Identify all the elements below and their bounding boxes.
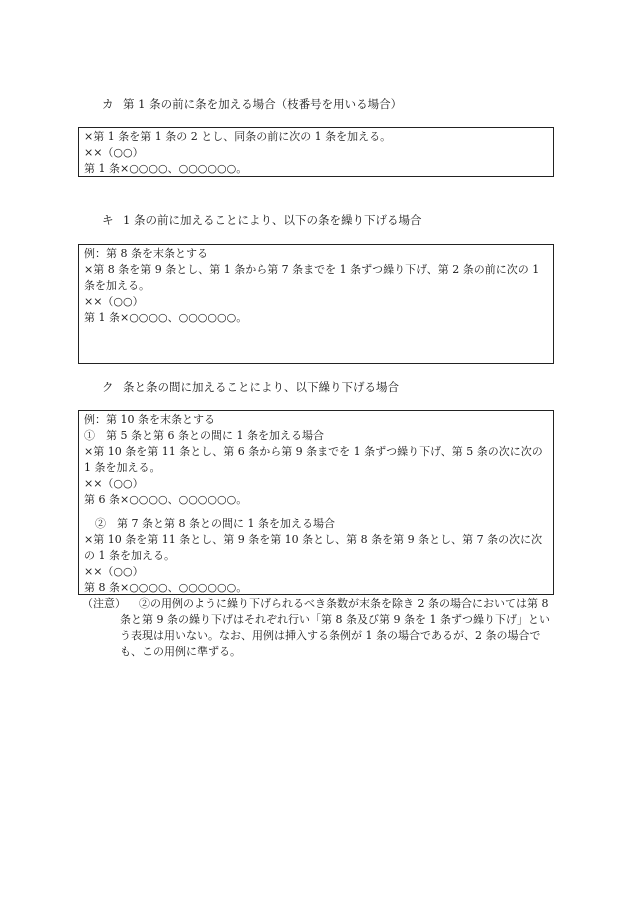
example-line: 第 8 条×○○○○、○○○○○○。	[84, 581, 248, 594]
example-line: ××（○○）	[84, 565, 144, 578]
example-line: ① 第 5 条と第 6 条との間に 1 条を加える場合	[84, 429, 324, 442]
example-line: ××（○○）	[84, 477, 144, 490]
section-ka-title: 第 1 条の前に条を加える場合（枝番号を用いる場合）	[123, 97, 403, 111]
section-ka-example-box	[78, 127, 554, 177]
example-line: ×第 10 条を第 11 条とし、第 6 条から第 9 条までを 1 条ずつ繰り下げ、第 5 条の次に次の 1 条を加える。	[84, 445, 547, 474]
example-line: 例：第 10 条を末条とする	[84, 413, 215, 426]
example-line: ××（○○）	[84, 295, 144, 308]
example-line: 第 1 条×○○○○、○○○○○○。	[84, 311, 248, 324]
example-line: ×第 1 条を第 1 条の 2 とし、同条の前に次の 1 条を加える。	[84, 130, 392, 143]
note-label: （注意）	[82, 597, 126, 610]
section-ka-mark: カ	[102, 97, 114, 111]
section-ki-mark: キ	[102, 213, 114, 227]
note-body	[120, 596, 560, 660]
section-ka-heading	[102, 96, 402, 112]
section-ki-heading	[102, 212, 421, 228]
example-line: 例：第 8 条を末条とする	[84, 247, 208, 260]
note-text: ②の用例のように繰り下げられるべき条数が末条を除き 2 条の場合においては第 8 条と第 9 条の繰り下げはそれぞれ行い「第 8 条及び第 9 条を 1 条ずつ繰り下げ」という表現は用いない。なお、用例は挿入する条例が 1 条の場合であるが、2 条の場合でも、この用例に準ずる。	[120, 597, 550, 658]
spacer	[84, 508, 549, 516]
example-line: ××（○○）	[84, 146, 144, 159]
example-line: ② 第 7 条と第 8 条との間に 1 条を加える場合	[84, 517, 335, 530]
example-line: 第 6 条×○○○○、○○○○○○。	[84, 493, 248, 506]
example-line: ×第 10 条を第 11 条とし、第 9 条を第 10 条とし、第 8 条を第 9 条とし、第 7 条の次に次の 1 条を加える。	[84, 533, 543, 562]
section-ku-heading	[102, 379, 399, 395]
section-ku-example-box	[78, 410, 554, 595]
section-ku-title: 条と条の間に加えることにより、以下繰り下げる場合	[123, 380, 399, 394]
note-block	[82, 596, 560, 660]
example-line: ×第 8 条を第 9 条とし、第 1 条から第 7 条までを 1 条ずつ繰り下げ、第 2 条の前に次の 1 条を加える。	[84, 263, 543, 292]
example-line: 第 1 条×○○○○、○○○○○○。	[84, 162, 248, 175]
section-ki-example-box	[78, 244, 554, 364]
section-ku-mark: ク	[102, 380, 114, 394]
section-ki-title: 1 条の前に加えることにより、以下の条を繰り下げる場合	[123, 213, 422, 227]
